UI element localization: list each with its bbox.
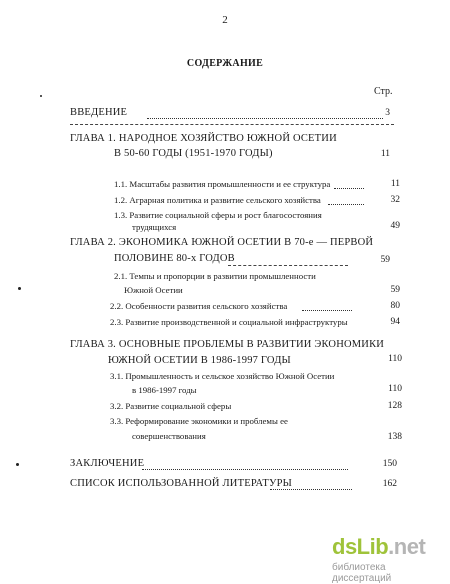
toc-section-2-1-line2: Южной Осетии [124, 285, 183, 295]
toc-ch1-title: ГЛАВА 1. НАРОДНОЕ ХОЗЯЙСТВО ЮЖНОЙ ОСЕТИИ [70, 133, 337, 144]
leader-dots [147, 118, 383, 119]
toc-ch2-title-line2: ПОЛОВИНЕ 80-х ГОДОВ [114, 253, 235, 264]
divider [228, 265, 348, 266]
toc-ch2-title: ГЛАВА 2. ЭКОНОМИКА ЮЖНОЙ ОСЕТИИ В 70-е — ПЕРВОЙ [70, 237, 374, 248]
toc-ch3-page: 110 [388, 354, 402, 364]
scan-speck [40, 95, 42, 97]
toc-section-1-2-page: 32 [390, 195, 400, 205]
toc-section-3-2-page: 128 [387, 401, 402, 411]
toc-section-1-3-line2: трудящихся [132, 222, 177, 232]
toc-intro-label: ВВЕДЕНИЕ [70, 107, 128, 118]
watermark-subtitle: библиотека диссертаций [332, 562, 392, 584]
watermark-logo-part2: .net [388, 534, 426, 559]
toc-section-2-3: 2.3. Развитие производственной и социальной инфраструктуры [110, 317, 348, 327]
page-column-label: Стр. [374, 86, 393, 97]
toc-section-2-2: 2.2. Особенности развития сельского хозяйства [110, 301, 288, 311]
page-title: СОДЕРЖАНИЕ [186, 58, 264, 69]
watermark-logo-part1: dsLib [332, 534, 389, 559]
toc-section-2-2-page: 80 [390, 301, 400, 311]
toc-section-2-3-page: 94 [390, 317, 400, 327]
leader-dots [302, 310, 352, 311]
toc-ch2-page: 59 [380, 255, 390, 265]
toc-section-3-3-page: 138 [387, 432, 402, 442]
toc-section-3-1-line2: в 1986-1997 годы [132, 385, 197, 395]
scan-speck [16, 463, 19, 466]
toc-ch1-page: 11 [380, 149, 390, 159]
toc-ch3-title: ГЛАВА 3. ОСНОВНЫЕ ПРОБЛЕМЫ В РАЗВИТИИ ЭКОНОМИКИ [70, 339, 385, 350]
toc-conclusion-page: 150 [382, 459, 397, 469]
toc-intro-page: 3 [385, 108, 390, 118]
toc-section-3-3-line2: совершенствования [132, 431, 206, 441]
leader-dots [270, 489, 352, 490]
toc-section-2-1: 2.1. Темпы и пропорции в развитии промышленности [114, 271, 316, 281]
toc-section-2-1-page: 59 [390, 285, 400, 295]
divider [70, 124, 394, 125]
toc-section-1-2: 1.2. Аграрная политика и развитие сельского хозяйства [114, 195, 321, 205]
toc-section-1-1-page: 11 [390, 179, 400, 189]
scan-speck [18, 287, 21, 290]
watermark-logo [332, 534, 444, 584]
leader-dots [142, 469, 348, 470]
toc-conclusion-label: ЗАКЛЮЧЕНИЕ [70, 458, 145, 469]
toc-section-3-3: 3.3. Реформирование экономики и проблемы ее [110, 416, 288, 426]
toc-ch3-title-line2: ЮЖНОЙ ОСЕТИИ В 1986-1997 ГОДЫ [108, 355, 291, 366]
toc-section-1-3-page: 49 [390, 221, 400, 231]
watermark-wordmark [332, 534, 425, 560]
leader-dots [328, 204, 364, 205]
toc-section-1-1: 1.1. Масштабы развития промышленности и ее структура [114, 179, 331, 189]
toc-bibliography-page: 162 [382, 479, 397, 489]
toc-section-3-1: 3.1. Промышленность и сельское хозяйство Южной Осетии [110, 371, 335, 381]
toc-section-3-1-page: 110 [388, 384, 402, 394]
toc-ch1-title-line2: В 50-60 ГОДЫ (1951-1970 ГОДЫ) [114, 148, 273, 159]
toc-section-3-2: 3.2. Развитие социальной сферы [110, 401, 232, 411]
toc-bibliography-label: СПИСОК ИСПОЛЬЗОВАННОЙ ЛИТЕРАТУРЫ [70, 478, 293, 489]
page-number: 2 [222, 14, 228, 26]
toc-section-1-3: 1.3. Развитие социальной сферы и рост благосостояния [114, 210, 322, 220]
